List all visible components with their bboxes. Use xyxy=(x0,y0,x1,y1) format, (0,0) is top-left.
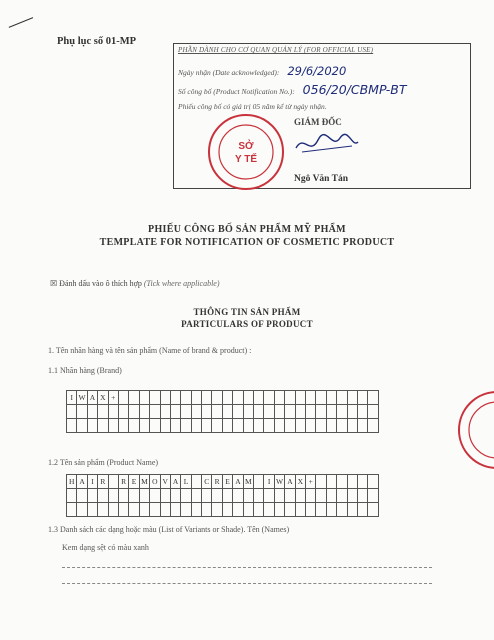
grid-cell xyxy=(337,405,347,419)
tick-note xyxy=(50,279,220,288)
grid-cell: R xyxy=(212,475,222,489)
grid-cell xyxy=(243,391,253,405)
grid-cell xyxy=(254,405,264,419)
grid-cell xyxy=(212,419,222,433)
dotted-line xyxy=(62,567,432,568)
grid-cell xyxy=(129,489,139,503)
grid-cell xyxy=(181,489,191,503)
grid-cell: E xyxy=(129,475,139,489)
grid-cell: E xyxy=(222,475,232,489)
grid-cell xyxy=(254,503,264,517)
product-grid-row xyxy=(67,475,379,489)
grid-cell xyxy=(316,419,326,433)
grid-cell xyxy=(139,405,149,419)
grid-cell: M xyxy=(243,475,253,489)
grid-cell xyxy=(222,419,232,433)
grid-cell xyxy=(316,503,326,517)
grid-cell xyxy=(305,489,315,503)
validity-text: Phiếu công bố có giá trị 05 năm kể từ ngày nhận. xyxy=(178,102,327,111)
grid-cell xyxy=(274,419,284,433)
grid-cell xyxy=(264,419,274,433)
grid-cell xyxy=(274,391,284,405)
grid-cell xyxy=(129,405,139,419)
grid-cell xyxy=(181,419,191,433)
grid-cell xyxy=(368,489,378,503)
grid-cell xyxy=(181,503,191,517)
grid-cell xyxy=(233,419,243,433)
grid-cell xyxy=(264,489,274,503)
grid-cell xyxy=(368,475,378,489)
grid-cell xyxy=(357,489,367,503)
grid-cell xyxy=(368,391,378,405)
grid-cell xyxy=(305,405,315,419)
grid-cell xyxy=(77,489,87,503)
stamp-line-2: Y TẾ xyxy=(234,154,258,165)
grid-cell xyxy=(150,405,160,419)
grid-cell xyxy=(170,419,180,433)
grid-cell xyxy=(337,475,347,489)
grid-cell xyxy=(233,489,243,503)
grid-cell: H xyxy=(67,475,77,489)
grid-cell xyxy=(202,419,212,433)
grid-cell xyxy=(337,489,347,503)
official-box-title: PHẦN DÀNH CHO CƠ QUAN QUẢN LÝ (FOR OFFICIAL USE) xyxy=(178,46,374,54)
grid-cell xyxy=(150,419,160,433)
grid-cell xyxy=(285,391,295,405)
grid-cell xyxy=(181,405,191,419)
grid-cell xyxy=(139,503,149,517)
grid-cell xyxy=(254,391,264,405)
variant-note: Kem dạng sệt có màu xanh xyxy=(62,543,149,552)
grid-cell xyxy=(191,475,201,489)
grid-cell xyxy=(67,503,77,517)
grid-cell: A xyxy=(233,475,243,489)
grid-cell xyxy=(87,489,97,503)
grid-cell xyxy=(67,419,77,433)
tick-note-en: (Tick where applicable) xyxy=(143,279,220,288)
grid-cell xyxy=(233,503,243,517)
date-row xyxy=(178,64,346,78)
red-seal-stamp xyxy=(206,112,286,192)
grid-cell xyxy=(77,503,87,517)
brand-grid-row xyxy=(67,419,379,433)
grid-cell: W xyxy=(77,391,87,405)
grid-cell xyxy=(202,489,212,503)
grid-cell xyxy=(108,503,118,517)
section-title-vi: THÔNG TIN SẢN PHẨM xyxy=(193,307,301,317)
grid-cell xyxy=(357,391,367,405)
grid-cell xyxy=(67,489,77,503)
grid-cell xyxy=(98,503,108,517)
grid-cell xyxy=(337,391,347,405)
grid-cell: R xyxy=(118,475,128,489)
grid-cell xyxy=(326,419,336,433)
official-use-box xyxy=(173,43,471,189)
product-name-grid xyxy=(66,474,379,517)
grid-cell xyxy=(150,489,160,503)
grid-cell xyxy=(347,503,357,517)
grid-cell xyxy=(326,503,336,517)
tick-note-vi: ☒ Đánh dấu vào ô thích hợp xyxy=(50,279,142,288)
grid-cell: A xyxy=(87,391,97,405)
grid-cell: O xyxy=(150,475,160,489)
grid-cell xyxy=(118,405,128,419)
grid-cell xyxy=(326,405,336,419)
grid-cell xyxy=(170,503,180,517)
grid-cell xyxy=(347,391,357,405)
grid-cell xyxy=(160,419,170,433)
grid-cell xyxy=(202,391,212,405)
grid-cell xyxy=(368,405,378,419)
grid-cell xyxy=(212,503,222,517)
grid-cell xyxy=(191,503,201,517)
grid-cell xyxy=(129,391,139,405)
edge-red-stamp xyxy=(455,380,494,480)
brand-grid xyxy=(66,390,379,433)
grid-cell xyxy=(274,503,284,517)
grid-cell xyxy=(108,419,118,433)
grid-cell xyxy=(316,405,326,419)
grid-cell xyxy=(264,405,274,419)
grid-cell xyxy=(337,503,347,517)
grid-cell xyxy=(170,489,180,503)
grid-cell xyxy=(108,489,118,503)
grid-cell xyxy=(222,405,232,419)
grid-cell: V xyxy=(160,475,170,489)
grid-cell xyxy=(98,405,108,419)
product-grid-row xyxy=(67,489,379,503)
grid-cell xyxy=(202,503,212,517)
grid-cell xyxy=(139,391,149,405)
grid-cell xyxy=(87,419,97,433)
grid-cell xyxy=(274,489,284,503)
grid-cell xyxy=(118,489,128,503)
grid-cell xyxy=(295,419,305,433)
grid-cell xyxy=(129,419,139,433)
section-title-en: PARTICULARS OF PRODUCT xyxy=(181,319,313,329)
grid-cell xyxy=(274,405,284,419)
grid-cell xyxy=(316,475,326,489)
grid-cell: A xyxy=(285,475,295,489)
grid-cell xyxy=(170,391,180,405)
grid-cell xyxy=(118,419,128,433)
grid-cell: + xyxy=(305,475,315,489)
grid-cell xyxy=(87,503,97,517)
grid-cell xyxy=(191,489,201,503)
grid-cell xyxy=(181,391,191,405)
date-value: 29/6/2020 xyxy=(287,64,347,78)
date-label: Ngày nhận (Date acknowledged): xyxy=(178,68,280,77)
grid-cell xyxy=(357,419,367,433)
grid-cell: I xyxy=(264,475,274,489)
grid-cell xyxy=(87,405,97,419)
grid-cell xyxy=(222,391,232,405)
grid-cell xyxy=(77,405,87,419)
grid-cell xyxy=(98,419,108,433)
product-grid-row xyxy=(67,503,379,517)
grid-cell: R xyxy=(98,475,108,489)
grid-cell xyxy=(264,503,274,517)
grid-cell: M xyxy=(139,475,149,489)
grid-cell xyxy=(191,405,201,419)
grid-cell xyxy=(108,405,118,419)
grid-cell xyxy=(243,419,253,433)
grid-cell xyxy=(337,419,347,433)
grid-cell xyxy=(254,489,264,503)
grid-cell: A xyxy=(77,475,87,489)
grid-cell xyxy=(160,391,170,405)
pen-mark xyxy=(9,17,34,28)
grid-cell xyxy=(139,489,149,503)
grid-cell xyxy=(295,503,305,517)
grid-cell xyxy=(347,405,357,419)
grid-cell xyxy=(316,489,326,503)
grid-cell xyxy=(129,503,139,517)
grid-cell xyxy=(108,475,118,489)
stamp-line-1: SỞ xyxy=(238,141,254,152)
grid-cell xyxy=(118,391,128,405)
number-label: Số công bố (Product Notification No.): xyxy=(178,87,295,96)
grid-cell xyxy=(285,503,295,517)
grid-cell xyxy=(118,503,128,517)
grid-cell: C xyxy=(202,475,212,489)
grid-cell xyxy=(233,391,243,405)
director-name: Ngô Văn Tán xyxy=(294,174,349,184)
grid-cell xyxy=(316,391,326,405)
grid-cell xyxy=(305,503,315,517)
grid-cell xyxy=(305,391,315,405)
grid-cell xyxy=(212,391,222,405)
grid-cell xyxy=(347,489,357,503)
grid-cell xyxy=(170,405,180,419)
grid-cell: W xyxy=(274,475,284,489)
signature xyxy=(292,130,362,158)
grid-cell: I xyxy=(87,475,97,489)
grid-cell xyxy=(305,419,315,433)
question-1-1: 1.1 Nhãn hàng (Brand) xyxy=(48,366,122,375)
grid-cell xyxy=(243,405,253,419)
grid-cell xyxy=(347,419,357,433)
appendix-label: Phụ lục số 01-MP xyxy=(57,36,137,47)
brand-grid-row xyxy=(67,405,379,419)
grid-cell xyxy=(222,489,232,503)
question-1-3: 1.3 Danh sách các dạng hoặc màu (List of Variants or Shade). Tên (Names) xyxy=(48,525,290,534)
grid-cell xyxy=(160,503,170,517)
form-title-vi: PHIẾU CÔNG BỐ SẢN PHẨM MỸ PHẨM xyxy=(148,224,346,235)
grid-cell xyxy=(285,419,295,433)
grid-cell xyxy=(243,503,253,517)
grid-cell xyxy=(67,405,77,419)
grid-cell xyxy=(233,405,243,419)
grid-cell: X xyxy=(295,475,305,489)
grid-cell xyxy=(357,503,367,517)
grid-cell xyxy=(212,489,222,503)
grid-cell xyxy=(254,475,264,489)
grid-cell xyxy=(243,489,253,503)
question-1-2: 1.2 Tên sản phẩm (Product Name) xyxy=(48,458,159,467)
grid-cell xyxy=(326,489,336,503)
grid-cell xyxy=(295,391,305,405)
grid-cell xyxy=(77,419,87,433)
grid-cell xyxy=(222,503,232,517)
grid-cell xyxy=(368,503,378,517)
grid-cell xyxy=(347,475,357,489)
grid-cell xyxy=(285,405,295,419)
grid-cell xyxy=(368,419,378,433)
grid-cell xyxy=(160,405,170,419)
grid-cell xyxy=(285,489,295,503)
grid-cell xyxy=(150,503,160,517)
grid-cell xyxy=(139,419,149,433)
grid-cell xyxy=(160,489,170,503)
number-value: 056/20/CBMP-BT xyxy=(302,82,407,97)
grid-cell: A xyxy=(170,475,180,489)
grid-cell: I xyxy=(67,391,77,405)
grid-cell xyxy=(98,489,108,503)
grid-cell: L xyxy=(181,475,191,489)
form-title-en: TEMPLATE FOR NOTIFICATION OF COSMETIC PRODUCT xyxy=(99,237,395,248)
grid-cell: + xyxy=(108,391,118,405)
grid-cell xyxy=(202,405,212,419)
grid-cell xyxy=(357,475,367,489)
grid-cell: X xyxy=(98,391,108,405)
grid-cell xyxy=(212,405,222,419)
grid-cell xyxy=(295,489,305,503)
number-row xyxy=(178,82,407,97)
director-title: GIÁM ĐỐC xyxy=(294,117,342,127)
grid-cell xyxy=(326,475,336,489)
grid-cell xyxy=(254,419,264,433)
grid-cell xyxy=(326,391,336,405)
brand-grid-row xyxy=(67,391,379,405)
grid-cell xyxy=(150,391,160,405)
grid-cell xyxy=(191,391,201,405)
question-1: 1. Tên nhãn hàng và tên sản phẩm (Name of brand & product) : xyxy=(48,346,252,355)
grid-cell xyxy=(295,405,305,419)
dotted-line xyxy=(62,583,432,584)
grid-cell xyxy=(264,391,274,405)
grid-cell xyxy=(191,419,201,433)
grid-cell xyxy=(357,405,367,419)
